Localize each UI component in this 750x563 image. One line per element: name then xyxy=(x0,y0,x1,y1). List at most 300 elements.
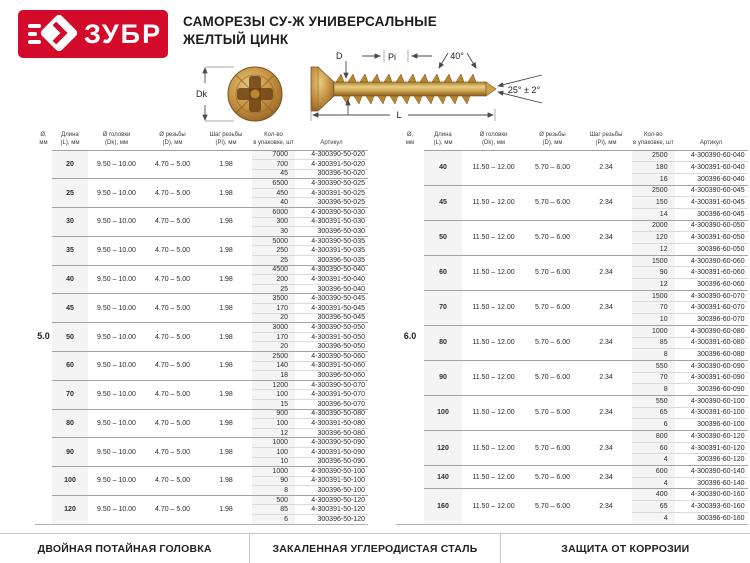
thread-pitch-cell: 1.98 xyxy=(200,236,252,265)
qty-cell: 250 xyxy=(252,246,295,256)
head-diameter-cell: 11.50 – 12.00 xyxy=(462,489,525,524)
table-row xyxy=(35,438,368,448)
article-cell: 300396-50-050 xyxy=(295,342,368,352)
qty-cell: 550 xyxy=(632,395,675,407)
qty-cell: 6 xyxy=(632,419,675,431)
article-cell: 4-300390-60-100 xyxy=(675,395,748,407)
length-cell: 70 xyxy=(424,290,462,325)
thread-pitch-cell: 2.34 xyxy=(580,150,632,185)
col-header-1: Длина (L), мм xyxy=(424,127,462,150)
head-diameter-cell: 9.50 – 10.00 xyxy=(88,467,145,496)
qty-cell: 2000 xyxy=(632,220,675,232)
qty-cell: 5000 xyxy=(252,236,295,246)
qty-cell: 10 xyxy=(252,457,295,467)
qty-cell: 12 xyxy=(632,279,675,291)
thread-pitch-cell: 1.98 xyxy=(200,323,252,352)
article-cell: 4-300390-60-045 xyxy=(675,185,748,197)
head-diameter-cell: 9.50 – 10.00 xyxy=(88,351,145,380)
thread-pitch-cell: 1.98 xyxy=(200,467,252,496)
length-cell: 140 xyxy=(424,466,462,489)
length-cell: 25 xyxy=(52,179,88,208)
article-cell: 300396-60-040 xyxy=(675,173,748,185)
qty-cell: 15 xyxy=(252,399,295,409)
qty-cell: 150 xyxy=(632,197,675,209)
article-cell: 4-300391-50-100 xyxy=(295,476,368,486)
thread-diameter-cell: 5.70 – 6.00 xyxy=(525,395,580,430)
head-diameter-cell: 9.50 – 10.00 xyxy=(88,438,145,467)
qty-cell: 2500 xyxy=(252,351,295,361)
page-title-line2: ЖЕЛТЫЙ ЦИНК xyxy=(183,32,289,47)
head-diameter-cell: 9.50 – 10.00 xyxy=(88,323,145,352)
article-cell: 300396-50-100 xyxy=(295,486,368,496)
length-cell: 40 xyxy=(52,265,88,294)
article-cell: 4-300391-50-070 xyxy=(295,390,368,400)
thread-pitch-cell: 1.98 xyxy=(200,208,252,237)
thread-diameter-cell: 5.70 – 6.00 xyxy=(525,325,580,360)
thread-diameter-cell: 4.70 – 5.00 xyxy=(145,351,200,380)
head-diameter-cell: 11.50 – 12.00 xyxy=(462,431,525,466)
qty-cell: 1500 xyxy=(632,255,675,267)
qty-cell: 180 xyxy=(632,162,675,174)
qty-cell: 65 xyxy=(632,501,675,513)
thread-diameter-cell: 5.70 – 6.00 xyxy=(525,290,580,325)
qty-cell: 8 xyxy=(252,486,295,496)
head-diameter-cell: 11.50 – 12.00 xyxy=(462,150,525,185)
article-cell: 300396-50-025 xyxy=(295,198,368,208)
feature-footer xyxy=(0,533,750,563)
dk-label: Dk xyxy=(196,89,207,99)
table-row xyxy=(35,495,368,505)
footer-feature-corrosion: ЗАЩИТА ОТ КОРРОЗИИ xyxy=(500,534,750,563)
length-cell: 80 xyxy=(52,409,88,438)
qty-cell: 7000 xyxy=(252,150,295,160)
thread-pitch-cell: 1.98 xyxy=(200,438,252,467)
thread-diameter-cell: 4.70 – 5.00 xyxy=(145,208,200,237)
qty-cell: 1500 xyxy=(632,290,675,302)
article-cell: 300396-60-160 xyxy=(675,512,748,524)
qty-cell: 20 xyxy=(252,342,295,352)
dim-head-angle xyxy=(498,75,542,103)
head-diameter-cell: 11.50 – 12.00 xyxy=(462,185,525,220)
thread-pitch-cell: 1.98 xyxy=(200,265,252,294)
head-angle-label: 25° ± 2° xyxy=(507,85,541,95)
qty-cell: 120 xyxy=(632,232,675,244)
article-cell: 4-300390-50-050 xyxy=(295,323,368,333)
head-diameter-cell: 9.50 – 10.00 xyxy=(88,409,145,438)
qty-cell: 85 xyxy=(632,337,675,349)
article-cell: 4-300391-50-040 xyxy=(295,275,368,285)
length-cell: 100 xyxy=(52,467,88,496)
qty-cell: 70 xyxy=(632,302,675,314)
table-row xyxy=(35,380,368,390)
qty-cell: 4 xyxy=(632,477,675,489)
qty-cell: 600 xyxy=(632,466,675,478)
head-diameter-cell: 11.50 – 12.00 xyxy=(462,290,525,325)
table-row xyxy=(396,220,748,232)
article-cell: 4-300391-60-080 xyxy=(675,337,748,349)
article-cell: 4-300391-50-050 xyxy=(295,332,368,342)
article-cell: 4-300390-60-120 xyxy=(675,431,748,443)
article-cell: 300396-50-035 xyxy=(295,256,368,266)
table-row xyxy=(35,294,368,304)
qty-cell: 8 xyxy=(632,349,675,361)
article-cell: 4-300390-60-040 xyxy=(675,150,748,162)
length-cell: 35 xyxy=(52,236,88,265)
col-header-0: Ø, мм xyxy=(35,127,52,150)
col-header-2: Ø головки (Dk), мм xyxy=(88,127,145,150)
col-header-3: Ø резьбы (D), мм xyxy=(525,127,580,150)
table-row xyxy=(35,351,368,361)
article-cell: 4-300390-50-040 xyxy=(295,265,368,275)
article-cell: 4-300390-50-120 xyxy=(295,495,368,505)
head-diameter-cell: 11.50 – 12.00 xyxy=(462,395,525,430)
dim-l xyxy=(311,109,495,121)
table-row xyxy=(35,409,368,419)
table-row xyxy=(35,208,368,218)
thread-diameter-cell: 5.70 – 6.00 xyxy=(525,185,580,220)
brand-name: ЗУБР xyxy=(84,18,163,49)
article-cell: 4-300391-60-100 xyxy=(675,407,748,419)
table-row xyxy=(396,255,748,267)
length-cell: 60 xyxy=(424,255,462,290)
length-cell: 70 xyxy=(52,380,88,409)
thread-diameter-cell: 5.70 – 6.00 xyxy=(525,431,580,466)
head-diameter-cell: 9.50 – 10.00 xyxy=(88,495,145,524)
thread-diameter-cell: 4.70 – 5.00 xyxy=(145,467,200,496)
col-header-2: Ø головки (Dk), мм xyxy=(462,127,525,150)
length-cell: 30 xyxy=(52,208,88,237)
head-diameter-cell: 9.50 – 10.00 xyxy=(88,208,145,237)
qty-cell: 8 xyxy=(632,384,675,396)
thread-pitch-cell: 2.34 xyxy=(580,395,632,430)
page-title xyxy=(183,13,437,49)
head-diameter-cell: 11.50 – 12.00 xyxy=(462,255,525,290)
article-cell: 4-300391-60-045 xyxy=(675,197,748,209)
pi-label: Pi xyxy=(388,52,397,62)
thread-diameter-cell: 5.70 – 6.00 xyxy=(525,489,580,524)
table-row xyxy=(396,489,748,501)
qty-cell: 300 xyxy=(252,217,295,227)
article-cell: 4-300390-60-090 xyxy=(675,360,748,372)
length-cell: 45 xyxy=(424,185,462,220)
qty-cell: 4 xyxy=(632,454,675,466)
qty-cell: 10 xyxy=(632,314,675,326)
table-row xyxy=(396,325,748,337)
article-cell: 4-300391-60-090 xyxy=(675,372,748,384)
thread-pitch-cell: 2.34 xyxy=(580,185,632,220)
qty-cell: 1200 xyxy=(252,380,295,390)
article-cell: 300396-60-090 xyxy=(675,384,748,396)
l-label: L xyxy=(396,110,402,120)
table-row xyxy=(396,395,748,407)
qty-cell: 140 xyxy=(252,361,295,371)
head-diameter-cell: 11.50 – 12.00 xyxy=(462,360,525,395)
qty-cell: 14 xyxy=(632,208,675,220)
thread-diameter-cell: 4.70 – 5.00 xyxy=(145,150,200,179)
article-cell: 4-300391-50-020 xyxy=(295,160,368,170)
thread-diameter-cell: 4.70 – 5.00 xyxy=(145,236,200,265)
article-cell: 300396-50-090 xyxy=(295,457,368,467)
table-row xyxy=(396,431,748,443)
qty-cell: 450 xyxy=(252,188,295,198)
qty-cell: 2500 xyxy=(632,150,675,162)
thread-diameter-cell: 5.70 – 6.00 xyxy=(525,466,580,489)
article-cell: 4-300390-50-045 xyxy=(295,294,368,304)
qty-cell: 25 xyxy=(252,256,295,266)
article-cell: 4-300390-50-070 xyxy=(295,380,368,390)
length-cell: 60 xyxy=(52,351,88,380)
qty-cell: 700 xyxy=(252,160,295,170)
article-cell: 4-300391-50-060 xyxy=(295,361,368,371)
thread-pitch-cell: 2.34 xyxy=(580,325,632,360)
head-diameter-cell: 9.50 – 10.00 xyxy=(88,265,145,294)
thread-pitch-cell: 1.98 xyxy=(200,380,252,409)
article-cell: 300396-50-030 xyxy=(295,227,368,237)
qty-cell: 400 xyxy=(632,489,675,501)
col-header-0: Ø, мм xyxy=(396,127,424,150)
table-row xyxy=(35,265,368,275)
thread-diameter-cell: 4.70 – 5.00 xyxy=(145,323,200,352)
article-cell: 4-300391-50-025 xyxy=(295,188,368,198)
table-row xyxy=(396,290,748,302)
article-cell: 4-300391-60-050 xyxy=(675,232,748,244)
screw-side-view xyxy=(311,67,496,111)
col-header-5: Кол-во в упаковке, шт xyxy=(252,127,295,150)
article-cell: 300396-60-045 xyxy=(675,208,748,220)
head-diameter-cell: 9.50 – 10.00 xyxy=(88,294,145,323)
article-cell: 300396-60-080 xyxy=(675,349,748,361)
qty-cell: 90 xyxy=(252,476,295,486)
article-cell: 300396-50-045 xyxy=(295,313,368,323)
head-diameter-cell: 9.50 – 10.00 xyxy=(88,236,145,265)
head-diameter-cell: 9.50 – 10.00 xyxy=(88,150,145,179)
article-cell: 4-300391-60-120 xyxy=(675,442,748,454)
diameter-cell: 5.0 xyxy=(35,150,52,524)
length-cell: 90 xyxy=(52,438,88,467)
qty-cell: 40 xyxy=(252,198,295,208)
article-cell: 4-300393-60-160 xyxy=(675,501,748,513)
thread-diameter-cell: 5.70 – 6.00 xyxy=(525,220,580,255)
head-diameter-cell: 11.50 – 12.00 xyxy=(462,466,525,489)
qty-cell: 800 xyxy=(632,431,675,443)
article-cell: 4-300390-50-090 xyxy=(295,438,368,448)
qty-cell: 170 xyxy=(252,304,295,314)
article-cell: 4-300390-50-025 xyxy=(295,179,368,189)
article-cell: 300396-50-120 xyxy=(295,515,368,525)
article-cell: 4-300391-50-080 xyxy=(295,419,368,429)
article-cell: 300396-60-060 xyxy=(675,279,748,291)
col-header-4: Шаг резьбы (Pi), мм xyxy=(200,127,252,150)
article-cell: 4-300390-50-035 xyxy=(295,236,368,246)
qty-cell: 70 xyxy=(632,372,675,384)
size-table-6.0 xyxy=(396,127,748,525)
article-cell: 300396-50-060 xyxy=(295,371,368,381)
qty-cell: 12 xyxy=(252,428,295,438)
article-cell: 4-300391-50-045 xyxy=(295,304,368,314)
article-cell: 4-300391-50-120 xyxy=(295,505,368,515)
thread-diameter-cell: 4.70 – 5.00 xyxy=(145,409,200,438)
article-cell: 300396-50-070 xyxy=(295,399,368,409)
qty-cell: 85 xyxy=(252,505,295,515)
thread-pitch-cell: 2.34 xyxy=(580,360,632,395)
footer-feature-head: ДВОЙНАЯ ПОТАЙНАЯ ГОЛОВКА xyxy=(37,542,212,555)
length-cell: 100 xyxy=(424,395,462,430)
thread-pitch-cell: 1.98 xyxy=(200,294,252,323)
col-header-6: Артикул xyxy=(295,127,368,150)
table-row xyxy=(35,323,368,333)
article-cell: 300396-60-050 xyxy=(675,244,748,256)
article-cell: 4-300391-50-030 xyxy=(295,217,368,227)
article-cell: 4-300390-60-070 xyxy=(675,290,748,302)
article-cell: 4-300390-50-100 xyxy=(295,467,368,477)
qty-cell: 16 xyxy=(632,173,675,185)
length-cell: 40 xyxy=(424,150,462,185)
size-table-5.0 xyxy=(35,127,368,525)
d-label: D xyxy=(336,51,343,61)
article-cell: 300396-50-080 xyxy=(295,428,368,438)
qty-cell: 25 xyxy=(252,284,295,294)
thread-pitch-cell: 2.34 xyxy=(580,255,632,290)
length-cell: 90 xyxy=(424,360,462,395)
article-cell: 4-300390-50-080 xyxy=(295,409,368,419)
col-header-5: Кол-во в упаковке, шт xyxy=(632,127,675,150)
table-row xyxy=(396,185,748,197)
qty-cell: 200 xyxy=(252,275,295,285)
article-cell: 300396-60-070 xyxy=(675,314,748,326)
length-cell: 50 xyxy=(424,220,462,255)
head-diameter-cell: 9.50 – 10.00 xyxy=(88,380,145,409)
article-cell: 300396-50-040 xyxy=(295,284,368,294)
article-cell: 4-300390-60-140 xyxy=(675,466,748,478)
article-cell: 300396-60-140 xyxy=(675,477,748,489)
qty-cell: 90 xyxy=(632,267,675,279)
length-cell: 120 xyxy=(52,495,88,524)
qty-cell: 100 xyxy=(252,390,295,400)
qty-cell: 30 xyxy=(252,227,295,237)
table-row xyxy=(35,150,368,160)
table-row xyxy=(396,360,748,372)
qty-cell: 550 xyxy=(632,360,675,372)
article-cell: 4-300391-50-035 xyxy=(295,246,368,256)
article-cell: 4-300390-60-050 xyxy=(675,220,748,232)
qty-cell: 6 xyxy=(252,515,295,525)
qty-cell: 60 xyxy=(632,442,675,454)
qty-cell: 65 xyxy=(632,407,675,419)
article-cell: 4-300391-60-060 xyxy=(675,267,748,279)
qty-cell: 20 xyxy=(252,313,295,323)
footer-feature-steel: ЗАКАЛЕННАЯ УГЛЕРОДИСТАЯ СТАЛЬ xyxy=(249,534,499,563)
diameter-cell: 6.0 xyxy=(396,150,424,524)
article-cell: 4-300390-50-020 xyxy=(295,150,368,160)
table-row xyxy=(396,466,748,478)
article-cell: 4-300391-60-070 xyxy=(675,302,748,314)
thread-pitch-cell: 2.34 xyxy=(580,489,632,524)
qty-cell: 3000 xyxy=(252,323,295,333)
thread-pitch-cell: 2.34 xyxy=(580,431,632,466)
article-cell: 4-300390-60-080 xyxy=(675,325,748,337)
length-cell: 80 xyxy=(424,325,462,360)
length-cell: 160 xyxy=(424,489,462,524)
col-header-6: Артикул xyxy=(675,127,748,150)
zubr-emblem-icon xyxy=(28,16,76,52)
col-header-1: Длина (L), мм xyxy=(52,127,88,150)
article-cell: 4-300390-50-030 xyxy=(295,208,368,218)
article-cell: 300396-60-100 xyxy=(675,419,748,431)
header-row xyxy=(35,127,368,150)
screw-head-top-view xyxy=(228,67,282,121)
page-title-line1: САМОРЕЗЫ СУ-Ж УНИВЕРСАЛЬНЫЕ xyxy=(183,14,437,29)
qty-cell: 18 xyxy=(252,371,295,381)
qty-cell: 45 xyxy=(252,169,295,179)
dim-pi xyxy=(362,50,432,62)
length-cell: 120 xyxy=(424,431,462,466)
thread-pitch-cell: 1.98 xyxy=(200,409,252,438)
qty-cell: 6000 xyxy=(252,208,295,218)
head-diameter-cell: 11.50 – 12.00 xyxy=(462,325,525,360)
qty-cell: 100 xyxy=(252,447,295,457)
article-cell: 4-300390-60-060 xyxy=(675,255,748,267)
article-cell: 4-300391-50-090 xyxy=(295,447,368,457)
thread-diameter-cell: 4.70 – 5.00 xyxy=(145,495,200,524)
thread-diameter-cell: 4.70 – 5.00 xyxy=(145,438,200,467)
col-header-3: Ø резьбы (D), мм xyxy=(145,127,200,150)
qty-cell: 4 xyxy=(632,512,675,524)
head-diameter-cell: 9.50 – 10.00 xyxy=(88,179,145,208)
header-row xyxy=(396,127,748,150)
col-header-4: Шаг резьбы (Pi), мм xyxy=(580,127,632,150)
article-cell: 300396-50-020 xyxy=(295,169,368,179)
thread-diameter-cell: 4.70 – 5.00 xyxy=(145,265,200,294)
thread-diameter-cell: 5.70 – 6.00 xyxy=(525,255,580,290)
table-row xyxy=(35,179,368,189)
qty-cell: 2500 xyxy=(632,185,675,197)
qty-cell: 1000 xyxy=(632,325,675,337)
thread-pitch-cell: 1.98 xyxy=(200,495,252,524)
qty-cell: 4500 xyxy=(252,265,295,275)
table-row xyxy=(35,236,368,246)
length-cell: 20 xyxy=(52,150,88,179)
table-row xyxy=(35,467,368,477)
thread-diameter-cell: 4.70 – 5.00 xyxy=(145,380,200,409)
tip-angle-label: 40° xyxy=(450,51,464,61)
qty-cell: 900 xyxy=(252,409,295,419)
zubr-logo xyxy=(18,10,168,58)
article-cell: 300396-60-120 xyxy=(675,454,748,466)
qty-cell: 170 xyxy=(252,332,295,342)
thread-diameter-cell: 4.70 – 5.00 xyxy=(145,294,200,323)
qty-cell: 1000 xyxy=(252,467,295,477)
thread-pitch-cell: 1.98 xyxy=(200,179,252,208)
dim-tip-angle xyxy=(439,51,476,68)
thread-pitch-cell: 1.98 xyxy=(200,351,252,380)
qty-cell: 6500 xyxy=(252,179,295,189)
qty-cell: 1000 xyxy=(252,438,295,448)
thread-diameter-cell: 5.70 – 6.00 xyxy=(525,360,580,395)
thread-diameter-cell: 4.70 – 5.00 xyxy=(145,179,200,208)
length-cell: 45 xyxy=(52,294,88,323)
qty-cell: 12 xyxy=(632,244,675,256)
thread-pitch-cell: 2.34 xyxy=(580,466,632,489)
thread-diameter-cell: 5.70 – 6.00 xyxy=(525,150,580,185)
article-cell: 4-300391-60-040 xyxy=(675,162,748,174)
table-row xyxy=(396,150,748,162)
thread-pitch-cell: 2.34 xyxy=(580,290,632,325)
qty-cell: 500 xyxy=(252,495,295,505)
thread-pitch-cell: 1.98 xyxy=(200,150,252,179)
head-diameter-cell: 11.50 – 12.00 xyxy=(462,220,525,255)
screw-diagram xyxy=(190,45,555,137)
qty-cell: 3500 xyxy=(252,294,295,304)
